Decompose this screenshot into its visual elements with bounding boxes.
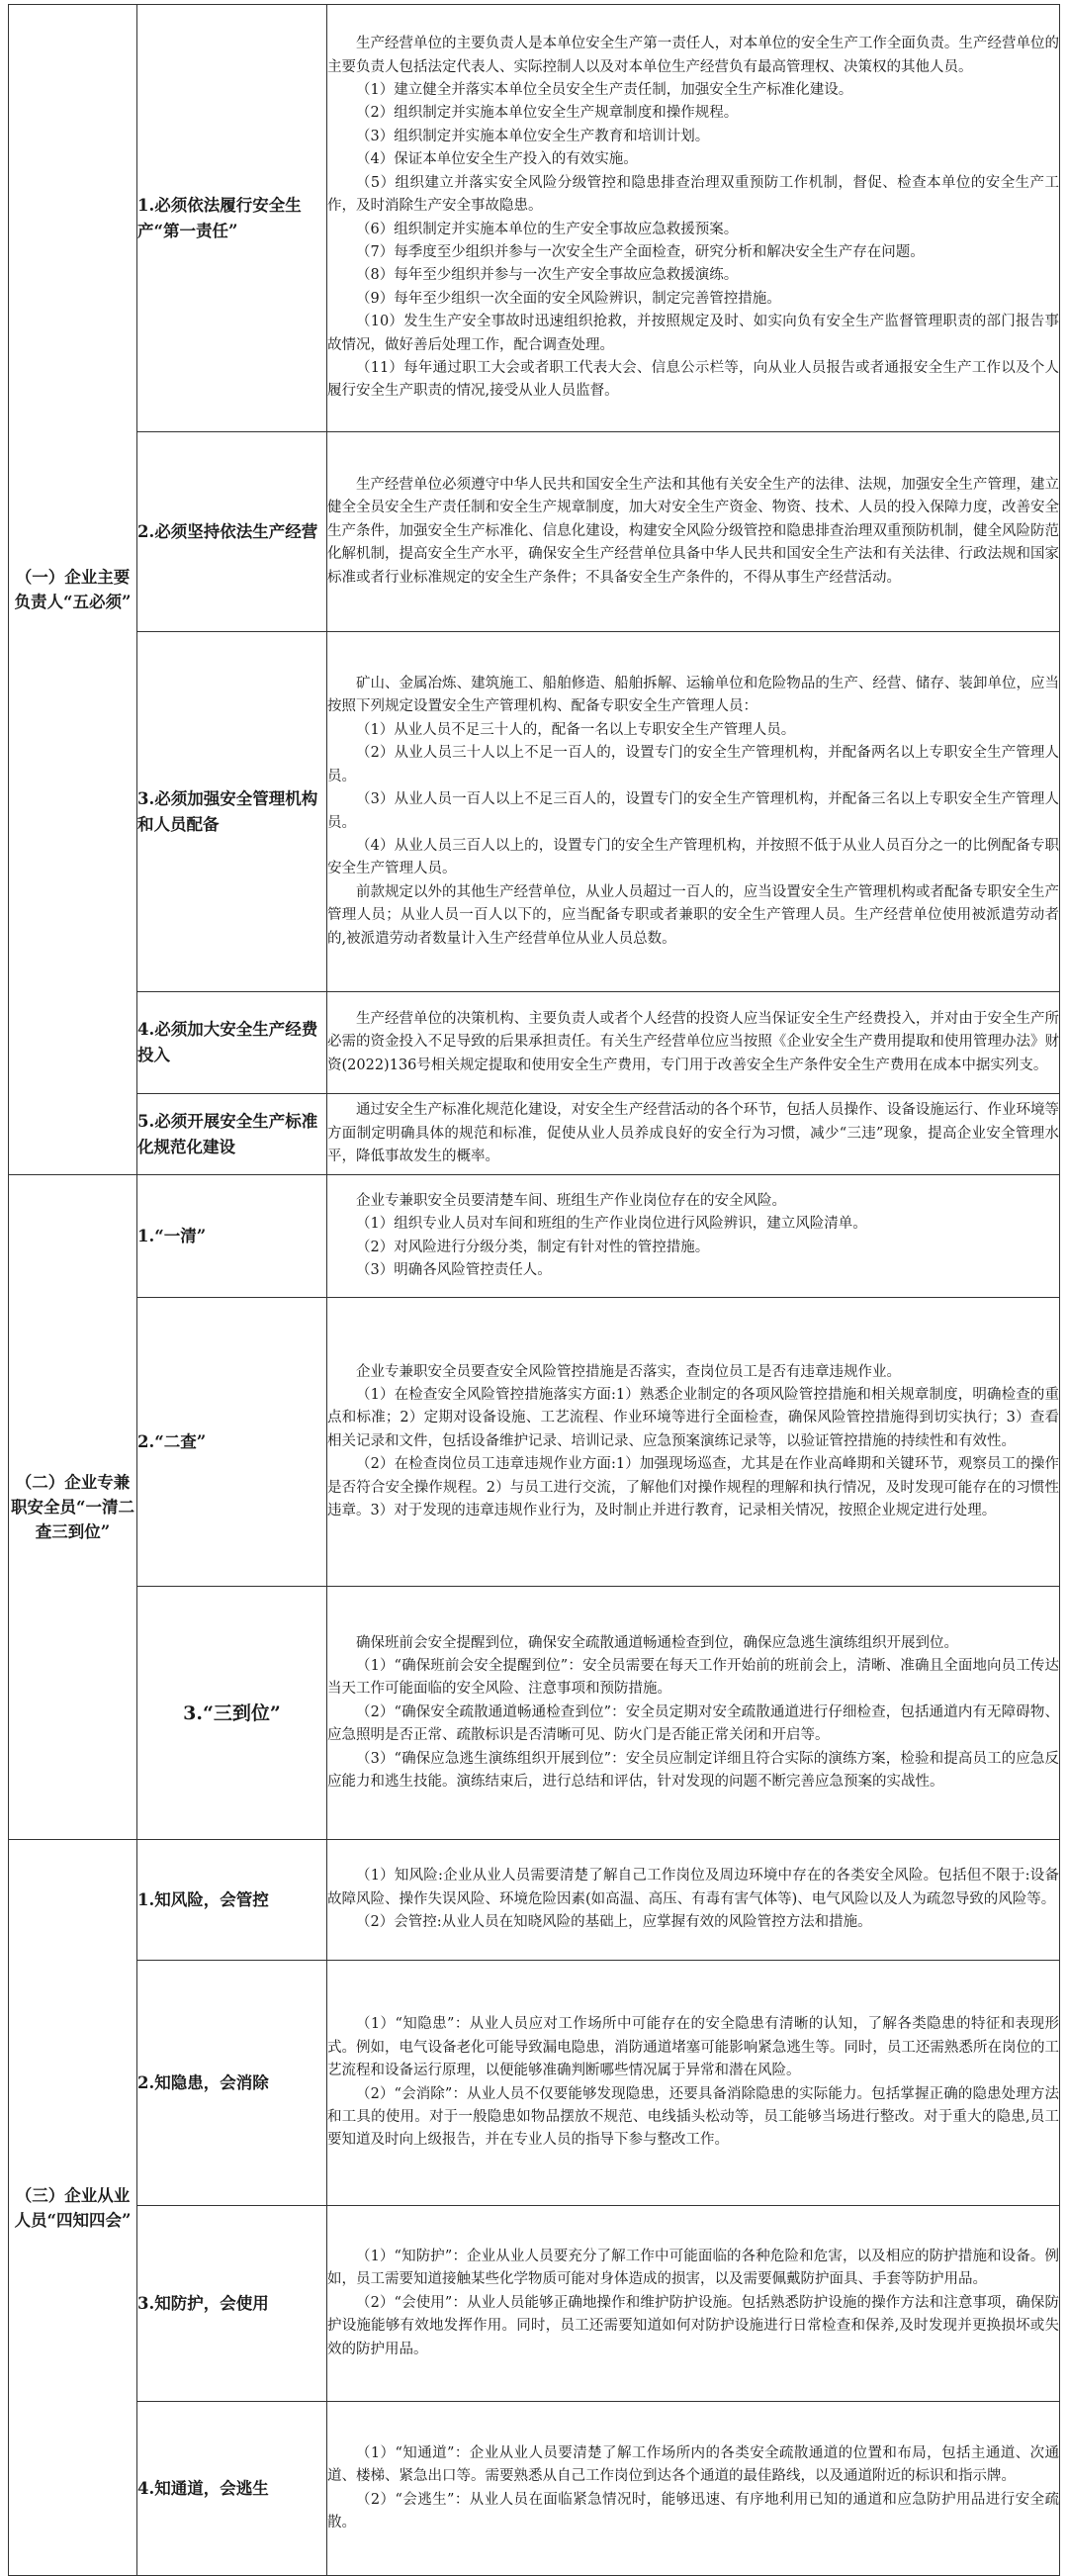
content-paragraph: 生产经营单位的决策机构、主要负责人或者个人经营的投资人应当保证安全生产经费投入，并对由于安全生产所必需的资金投入不足导致的后果承担责任。有关生产经营单位应当按照《企业安全生产费用提取和使用管理办法》财资(2022)136号相关规定提取和使用安全生产费用，专门用于改善安全生产条件安全生产费用在成本中据实列支。 xyxy=(327,1010,1059,1073)
content-paragraph: 生产经营单位必须遵守中华人民共和国安全生产法和其他有关安全生产的法律、法规，加强安全生产管理，建立健全全员安全生产责任制和安全生产规章制度，加大对安全生产资金、物资、技术、人员的投入保障力度，改善安全生产条件，加强安全生产标准化、信息化建设，构建安全风险分级管控和隐患排查治理双重预防机制，健全风险防范化解机制，提高安全生产水平，确保安全生产经营单位具备中华人民共和国安全生产法和有关法律、行政法规和国家标准或者行业标准规定的安全生产条件；不具备安全生产条件的，不得从事生产经营活动。 xyxy=(327,476,1059,586)
content-paragraph: （3）组织制定并实施本单位安全生产教育和培训计划。 xyxy=(356,128,710,144)
content-paragraph: （2）从业人员三十人以上不足一百人的，设置专门的安全生产管理机构，并配备两名以上专职安全生产管理人员。 xyxy=(327,745,1059,784)
item-title: 5.必须开展安全生产标准化规范化建设 xyxy=(137,1094,327,1175)
item-title: 2.知隐患，会消除 xyxy=(137,1961,327,2206)
item-content xyxy=(327,1587,1060,1840)
table-row xyxy=(9,1298,1060,1587)
content-paragraph: 生产经营单位的主要负责人是本单位安全生产第一责任人，对本单位的安全生产工作全面负责。生产经营单位的主要负责人包括法定代表人、实际控制人以及对本单位生产经营负有最高管理权、决策权的其他人员。 xyxy=(327,36,1059,75)
content-paragraph: （11）每年通过职工大会或者职工代表大会、信息公示栏等，向从业人员报告或者通报安全生产工作以及个人履行安全生产职责的情况,接受从业人员监督。 xyxy=(327,359,1059,400)
item-content xyxy=(327,2206,1060,2402)
content-paragraph: 矿山、金属冶炼、建筑施工、船舶修造、船舶拆解、运输单位和危险物品的生产、经营、储存、装卸单位，应当按照下列规定设置安全生产管理机构、配备专职安全生产管理人员： xyxy=(327,676,1059,715)
item-title: 3.必须加强安全管理机构和人员配备 xyxy=(137,632,327,992)
item-title: 3.知防护，会使用 xyxy=(137,2206,327,2402)
content-paragraph: （2）会管控:从业人员在知晓风险的基础上，应掌握有效的风险管控方法和措施。 xyxy=(356,1914,872,1931)
content-paragraph: （9）每年至少组织一次全面的安全风险辨识，制定完善管控措施。 xyxy=(356,290,781,307)
item-title: 4.知通道，会逃生 xyxy=(137,2402,327,2576)
content-paragraph: （3）明确各风险管控责任人。 xyxy=(356,1261,552,1278)
content-paragraph: （2）“确保安全疏散通道畅通检查到位”：安全员定期对安全疏散通道进行仔细检查，包括通道内有无障碍物、应急照明是否正常、疏散标识是否清晰可见、防火门是否能正常关闭和开启等。 xyxy=(327,1703,1059,1744)
item-title: 3.“三到位” xyxy=(137,1587,327,1840)
content-paragraph: （5）组织建立并落实安全风险分级管控和隐患排查治理双重预防工作机制，督促、检查本单位的安全生产工作，及时消除生产安全事故隐患。 xyxy=(327,174,1059,215)
content-paragraph: （2）“会消除”：从业人员不仅要能够发现隐患，还要具备消除隐患的实际能力。包括掌握正确的隐患处理方法和工具的使用。对于一般隐患如物品摆放不规范、电线插头松动等，员工能够当场进行整改。对于重大的隐患,员工要知道及时向上级报告，并在专业人员的指导下参与整改工作。 xyxy=(327,2085,1059,2149)
item-content xyxy=(327,5,1060,432)
section-label: （二）企业专兼职安全员“一清二查三到位” xyxy=(9,1175,137,1840)
content-paragraph: （1）从业人员不足三十人的，配备一名以上专职安全生产管理人员。 xyxy=(356,721,796,738)
table-row xyxy=(9,1175,1060,1298)
content-paragraph: （4）保证本单位安全生产投入的有效实施。 xyxy=(356,151,638,168)
item-title: 1.必须依法履行安全生产“第一责任” xyxy=(137,5,327,432)
table-body xyxy=(9,5,1060,2576)
table-row xyxy=(9,432,1060,632)
item-title: 4.必须加大安全生产经费投入 xyxy=(137,992,327,1094)
item-content xyxy=(327,632,1060,992)
table-row xyxy=(9,632,1060,992)
item-content xyxy=(327,1175,1060,1298)
content-paragraph: 前款规定以外的其他生产经营单位，从业人员超过一百人的，应当设置安全生产管理机构或者配备专职安全生产管理人员；从业人员一百人以下的，应当配备专职或者兼职的安全生产管理人员。生产经营单位使用被派遣劳动者的,被派遣劳动者数量计入生产经营单位从业人员总数。 xyxy=(327,883,1059,947)
content-paragraph: （10）发生生产安全事故时迅速组织抢救，并按照规定及时、如实向负有安全生产监督管理职责的部门报告事故情况，做好善后处理工作，配合调查处理。 xyxy=(327,314,1059,353)
item-content xyxy=(327,1840,1060,1961)
content-paragraph: （1）“知防护”：企业从业人员要充分了解工作中可能面临的各种危险和危害，以及相应的防护措施和设备。例如，员工需要知道接触某些化学物质可能对身体造成的损害，以及需要佩戴防护面具、手套等防护用品。 xyxy=(327,2248,1059,2288)
content-paragraph: （1）“知隐患”：从业人员应对工作场所中可能存在的安全隐患有清晰的认知，了解各类隐患的特征和表现形式。例如，电气设备老化可能导致漏电隐患，消防通道堵塞可能影响紧急逃生等。同时，员工还需熟悉所在岗位的工艺流程和设备运行原理，以便能够准确判断哪些情况属于异常和潜在风险。 xyxy=(327,2016,1059,2079)
content-paragraph: （1）“知通道”：企业从业人员要清楚了解工作场所内的各类安全疏散通道的位置和布局，包括主通道、次通道、楼梯、紧急出口等。需要熟悉从自己工作岗位到达各个通道的最佳路线，以及通道附近的标识和指示牌。 xyxy=(327,2444,1059,2485)
content-paragraph: 企业专兼职安全员要清楚车间、班组生产作业岗位存在的安全风险。 xyxy=(356,1192,786,1209)
content-paragraph: （1）组织专业人员对车间和班组的生产作业岗位进行风险辨识，建立风险清单。 xyxy=(356,1216,867,1233)
content-paragraph: （2）在检查岗位员工违章违规作业方面:1）加强现场巡查，尤其是在作业高峰期和关键环节，观察员工的操作是否符合安全操作规程。2）与员工进行交流，了解他们对操作规程的理解和执行情况，及时发现可能存在的习惯性违章。3）对于发现的违章违规作业行为，及时制止并进行教育，记录相关情况，按照企业规定进行处理。 xyxy=(327,1456,1059,1519)
table-row xyxy=(9,1094,1060,1175)
item-title: 1.知风险，会管控 xyxy=(137,1840,327,1961)
table-row xyxy=(9,2206,1060,2402)
section-label: （一）企业主要负责人“五必须” xyxy=(9,5,137,1175)
table-row xyxy=(9,1587,1060,1840)
item-content xyxy=(327,1961,1060,2206)
item-title: 2.必须坚持依法生产经营 xyxy=(137,432,327,632)
content-paragraph: （1）知风险:企业从业人员需要清楚了解自己工作岗位及周边环境中存在的各类安全风险。包括但不限于:设备故障风险、操作失误风险、环境危险因素(如高温、高压、有毒有害气体等)、电气风险以及人为疏忽导致的风险等。 xyxy=(327,1868,1059,1907)
content-paragraph: （1）在检查安全风险管控措施落实方面:1）熟悉企业制定的各项风险管控措施和相关规章制度，明确检查的重点和标准；2）定期对设备设施、工艺流程、作业环境等进行全面检查，确保风险管控措施得到切实执行；3）查看相关记录和文件，包括设备维护记录、培训记录、应急预案演练记录等，以验证管控措施的持续性和有效性。 xyxy=(327,1386,1059,1449)
section-label: （三）企业从业人员“四知四会” xyxy=(9,1840,137,2576)
content-paragraph: （2）“会逃生”：从业人员在面临紧急情况时，能够迅速、有序地利用已知的通道和应急防护用品进行安全疏散。 xyxy=(327,2491,1059,2530)
content-paragraph: （1）建立健全并落实本单位全员安全生产责任制，加强安全生产标准化建设。 xyxy=(356,82,853,99)
item-content xyxy=(327,2402,1060,2576)
item-content xyxy=(327,1094,1060,1175)
content-paragraph: 确保班前会安全提醒到位，确保安全疏散通道畅通检查到位，确保应急逃生演练组织开展到位。 xyxy=(356,1634,958,1651)
table-row xyxy=(9,1840,1060,1961)
content-paragraph: （2）“会使用”：从业人员能够正确地操作和维护防护设施。包括熟悉防护设施的操作方法和注意事项，确保防护设施能够有效地发挥作用。同时，员工还需要知道如何对防护设施进行日常检查和保养,及时发现并更换损坏或失效的防护用品。 xyxy=(327,2294,1059,2357)
content-paragraph: （3）“确保应急逃生演练组织开展到位”：安全员应制定详细且符合实际的演练方案，检验和提高员工的应急反应能力和逃生技能。演练结束后，进行总结和评估，针对发现的问题不断完善应急预案的实战性。 xyxy=(327,1750,1059,1791)
content-paragraph: （1）“确保班前会安全提醒到位”：安全员需要在每天工作开始前的班前会上，清晰、准确且全面地向员工传达当天工作可能面临的安全风险、注意事项和预防措施。 xyxy=(327,1657,1059,1698)
item-title: 1.“一清” xyxy=(137,1175,327,1298)
item-content xyxy=(327,432,1060,632)
content-paragraph: 通过安全生产标准化规范化建设，对安全生产经营活动的各个环节，包括人员操作、设备设施运行、作业环境等方面制定明确具体的规范和标准，促使从业人员养成良好的安全行为习惯，减少“三违”现象，提高企业安全管理水平，降低事故发生的概率。 xyxy=(327,1102,1059,1165)
item-content xyxy=(327,1298,1060,1587)
table-row xyxy=(9,1961,1060,2206)
table-row xyxy=(9,2402,1060,2576)
content-paragraph: （6）组织制定并实施本单位的生产安全事故应急救援预案。 xyxy=(356,221,739,237)
item-title: 2.“二查” xyxy=(137,1298,327,1587)
content-paragraph: （3）从业人员一百人以上不足三百人的，设置专门的安全生产管理机构，并配备三名以上专职安全生产管理人员。 xyxy=(327,791,1059,831)
content-paragraph: （8）每年至少组织并参与一次生产安全事故应急救援演练。 xyxy=(356,267,739,284)
content-paragraph: （4）从业人员三百人以上的，设置专门的安全生产管理机构，并按照不低于从业人员百分之一的比例配备专职安全生产管理人员。 xyxy=(327,837,1059,877)
content-paragraph: （2）对风险进行分级分类，制定有针对性的管控措施。 xyxy=(356,1239,710,1255)
content-paragraph: （7）每季度至少组织并参与一次安全生产全面检查，研究分析和解决安全生产存在问题。 xyxy=(356,243,925,260)
table-row xyxy=(9,5,1060,432)
table-row xyxy=(9,992,1060,1094)
content-paragraph: （2）组织制定并实施本单位安全生产规章制度和操作规程。 xyxy=(356,105,739,122)
content-paragraph: 企业专兼职安全员要查安全风险管控措施是否落实，查岗位员工是否有违章违规作业。 xyxy=(356,1363,901,1380)
item-content xyxy=(327,992,1060,1094)
responsibility-table xyxy=(8,4,1060,2576)
